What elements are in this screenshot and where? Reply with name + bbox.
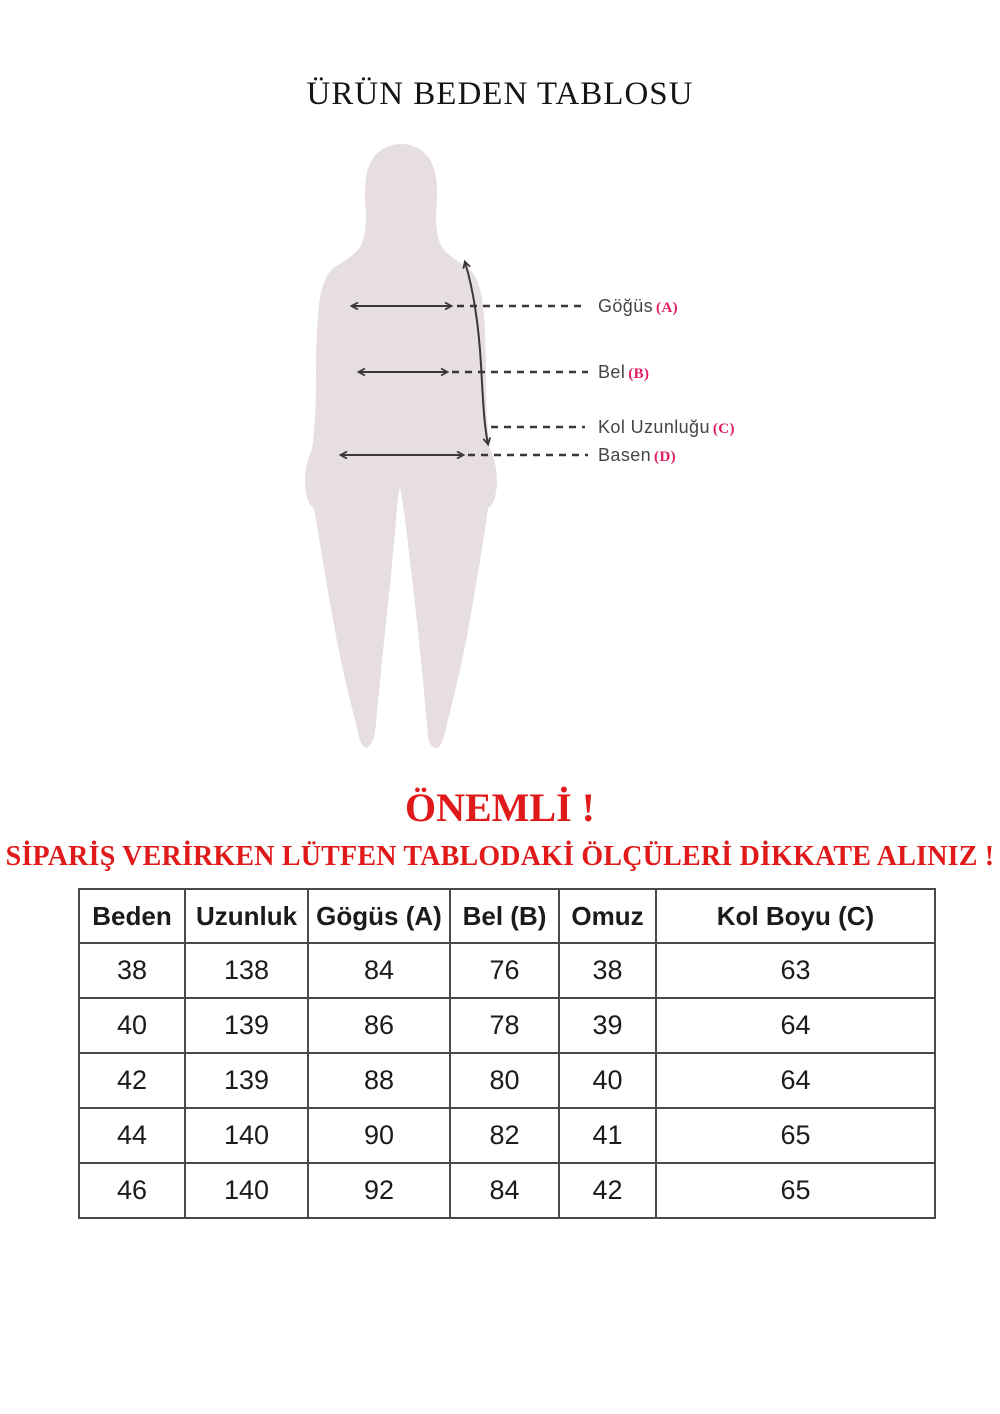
column-header: Uzunluk xyxy=(185,889,308,943)
column-header: Kol Boyu (C) xyxy=(656,889,935,943)
measurement-name: Göğüs xyxy=(598,296,654,316)
table-cell: 138 xyxy=(185,943,308,998)
measurement-name: Kol Uzunluğu xyxy=(598,417,710,437)
measurement-label-arm-length xyxy=(598,416,735,438)
table-cell: 38 xyxy=(79,943,185,998)
table-cell: 140 xyxy=(185,1108,308,1163)
table-cell: 84 xyxy=(308,943,450,998)
measurement-letter: (B) xyxy=(628,366,650,382)
measurement-letter: (C) xyxy=(712,421,735,437)
column-header: Gögüs (A) xyxy=(308,889,450,943)
table-cell: 41 xyxy=(559,1108,656,1163)
table-cell: 86 xyxy=(308,998,450,1053)
measurement-name: Basen xyxy=(598,445,652,465)
warning-message: SİPARİŞ VERİRKEN LÜTFEN TABLODAKİ ÖLÇÜLERİ DİKKATE ALINIZ ! xyxy=(5,841,995,872)
table-cell: 140 xyxy=(185,1163,308,1218)
table-cell: 38 xyxy=(559,943,656,998)
table-cell: 76 xyxy=(450,943,559,998)
measurement-name: Bel xyxy=(598,362,626,382)
table-row xyxy=(79,1108,935,1163)
table-row xyxy=(79,998,935,1053)
important-heading: ÖNEMLİ ! xyxy=(405,785,595,830)
size-table-body xyxy=(79,943,935,1218)
table-cell: 139 xyxy=(185,998,308,1053)
column-header: Beden xyxy=(79,889,185,943)
table-row xyxy=(79,1163,935,1218)
table-cell: 40 xyxy=(79,998,185,1053)
size-table xyxy=(78,888,936,1219)
measurement-label-chest xyxy=(598,295,678,317)
body-measurement-diagram xyxy=(280,130,600,760)
table-cell: 44 xyxy=(79,1108,185,1163)
table-cell: 82 xyxy=(450,1108,559,1163)
table-cell: 88 xyxy=(308,1053,450,1108)
table-cell: 46 xyxy=(79,1163,185,1218)
table-cell: 65 xyxy=(656,1108,935,1163)
column-header: Bel (B) xyxy=(450,889,559,943)
female-body-silhouette xyxy=(305,144,497,748)
table-cell: 42 xyxy=(559,1163,656,1218)
measurement-letter: (D) xyxy=(654,449,677,465)
table-cell: 64 xyxy=(656,1053,935,1108)
table-cell: 40 xyxy=(559,1053,656,1108)
measurement-label-waist xyxy=(598,361,649,383)
table-cell: 65 xyxy=(656,1163,935,1218)
page-title: ÜRÜN BEDEN TABLOSU xyxy=(306,76,694,112)
table-cell: 63 xyxy=(656,943,935,998)
table-row xyxy=(79,943,935,998)
column-header: Omuz xyxy=(559,889,656,943)
measurement-label-hip xyxy=(598,444,676,466)
table-row xyxy=(79,1053,935,1108)
table-cell: 64 xyxy=(656,998,935,1053)
table-cell: 42 xyxy=(79,1053,185,1108)
table-cell: 139 xyxy=(185,1053,308,1108)
measurement-letter: (A) xyxy=(656,300,679,316)
table-cell: 84 xyxy=(450,1163,559,1218)
table-cell: 92 xyxy=(308,1163,450,1218)
table-cell: 80 xyxy=(450,1053,559,1108)
table-cell: 78 xyxy=(450,998,559,1053)
table-cell: 39 xyxy=(559,998,656,1053)
table-cell: 90 xyxy=(308,1108,450,1163)
size-table-header-row xyxy=(79,889,935,943)
